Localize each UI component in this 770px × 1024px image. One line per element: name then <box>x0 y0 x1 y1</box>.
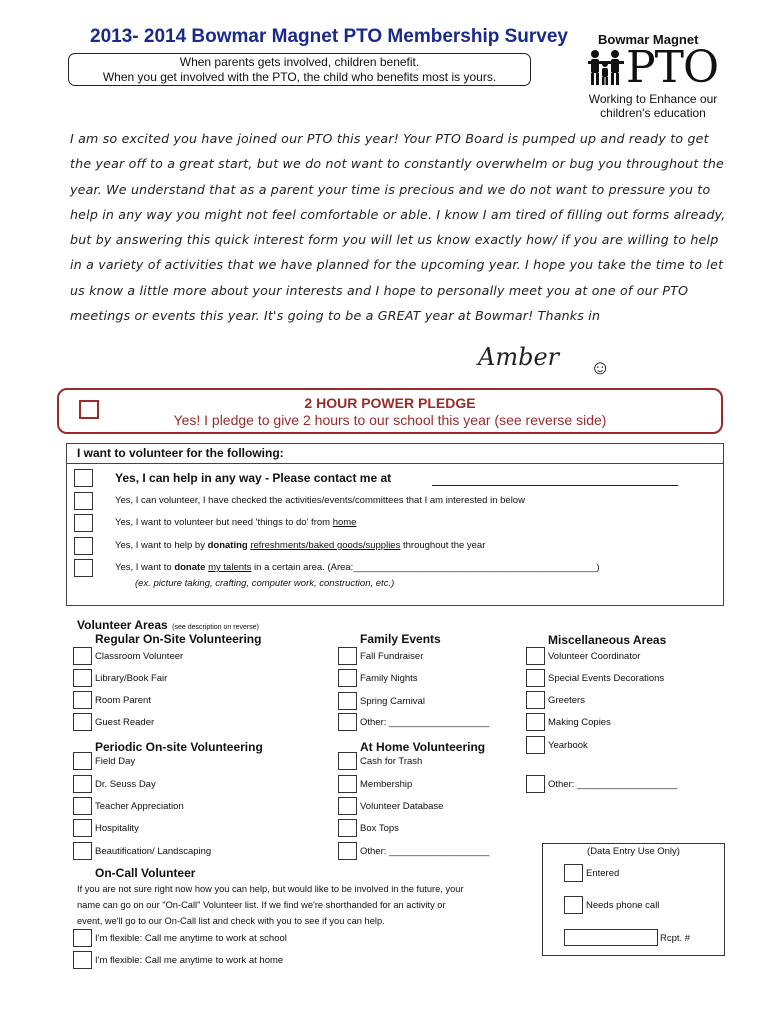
on-call-home-label: I'm flexible: Call me anytime to work at home <box>95 955 284 966</box>
smiley-icon: ☺ <box>590 357 611 379</box>
motto-line-1: When parents gets involved, children benefit. <box>179 55 420 69</box>
receipt-field[interactable] <box>564 929 658 946</box>
page-title: 2013- 2014 Bowmar Magnet PTO Membership Survey <box>90 26 568 47</box>
misc-areas-heading: Miscellaneous Areas <box>548 633 667 647</box>
area-label: Box Tops <box>360 823 399 834</box>
welcome-letter: I am so excited you have joined our PTO this year! Your PTO Board is pumped up and ready to get the year off to a great start, but we do not want to constantly overwhelm or bug you throughout the year. We understand that as a parent your time is precious and we do not want to pressure you to help in any way you might not feel comfortable or able. I know I am tired of filling out forms already, but by answering this quick interest form you will let us know exactly how/ if you are willing to help in a variety of activities that we have planned for the upcoming year. I hope you take the time to let us know a little more about your interests and I hope to personally meet you at one of our PTO meetings or events this year. It's going to be a GREAT year at Bowmar! Thanks in <box>70 131 726 324</box>
area-label: Greeters <box>548 695 585 706</box>
area-label: Volunteer Database <box>360 801 444 812</box>
volunteer-home-checkbox[interactable] <box>74 514 93 532</box>
contact-field[interactable] <box>432 485 678 486</box>
logo-school-name: Bowmar Magnet <box>598 32 699 47</box>
signature: Amber <box>478 343 560 371</box>
pto-logo <box>588 42 728 93</box>
motto-box <box>68 53 531 86</box>
area-label: Other: ___________________ <box>360 717 490 728</box>
periodic-onsite-heading: Periodic On-site Volunteering <box>95 740 263 754</box>
area-label: Other: ___________________ <box>548 779 678 790</box>
area-label: Dr. Seuss Day <box>95 779 156 790</box>
area-label: Volunteer Coordinator <box>548 651 641 662</box>
area-label: Guest Reader <box>95 717 155 728</box>
volunteer-areas-title: Volunteer Areas (see description on reverse) <box>77 618 259 632</box>
area-label: Spring Carnival <box>360 696 425 707</box>
area-label: Hospitality <box>95 823 139 834</box>
data-entry-title: (Data Entry Use Only) <box>587 846 680 857</box>
pledge-title: 2 HOUR POWER PLEDGE <box>304 395 476 411</box>
donate-talents-checkbox[interactable] <box>74 559 93 577</box>
area-checkbox[interactable] <box>338 797 357 815</box>
volunteer-home-label: Yes, I want to volunteer but need 'things to do' from home <box>115 517 357 528</box>
on-call-text-1: If you are not sure right now how you can help, but would like to be involved in the future, your <box>77 884 464 894</box>
motto-line-2: When you get involved with the PTO, the child who benefits most is yours. <box>102 70 497 84</box>
area-label: Room Parent <box>95 695 151 706</box>
on-call-school-label: I'm flexible: Call me anytime to work at school <box>95 933 287 944</box>
area-checkbox[interactable] <box>73 775 92 793</box>
area-label: Yearbook <box>548 740 588 751</box>
area-checkbox[interactable] <box>338 713 357 731</box>
area-label: Teacher Appreciation <box>95 801 184 812</box>
area-label: Library/Book Fair <box>95 673 168 684</box>
area-checkbox[interactable] <box>338 842 357 860</box>
regular-onsite-heading: Regular On-Site Volunteering <box>95 632 262 646</box>
area-label: Family Nights <box>360 673 418 684</box>
area-checkbox[interactable] <box>338 775 357 793</box>
on-call-text-3: event, we'll go to our On-Call list and check with you to see if you can help. <box>77 916 385 926</box>
area-checkbox[interactable] <box>73 797 92 815</box>
area-checkbox[interactable] <box>526 647 545 665</box>
at-home-heading: At Home Volunteering <box>360 740 486 754</box>
area-checkbox[interactable] <box>526 713 545 731</box>
area-checkbox[interactable] <box>338 692 357 710</box>
help-any-way-label: Yes, I can help in any way - Please contact me at <box>115 471 392 485</box>
receipt-label: Rcpt. # <box>660 933 691 944</box>
area-checkbox[interactable] <box>73 691 92 709</box>
area-checkbox[interactable] <box>73 669 92 687</box>
area-checkbox[interactable] <box>73 819 92 837</box>
on-call-heading: On-Call Volunteer <box>95 866 196 880</box>
area-checkbox[interactable] <box>338 819 357 837</box>
area-checkbox[interactable] <box>338 647 357 665</box>
divider <box>66 463 724 464</box>
area-checkbox[interactable] <box>526 775 545 793</box>
checked-activities-label: Yes, I can volunteer, I have checked the activities/events/committees that I am interested in below <box>115 495 525 506</box>
on-call-home-checkbox[interactable] <box>73 951 92 969</box>
area-checkbox[interactable] <box>73 842 92 860</box>
donate-talents-label: Yes, I want to donate my talents in a certain area. (Area:______________________________________________) <box>115 562 600 573</box>
area-label: Other: ___________________ <box>360 846 490 857</box>
area-label: Cash for Trash <box>360 756 423 767</box>
area-checkbox[interactable] <box>73 647 92 665</box>
area-label: Field Day <box>95 756 136 767</box>
area-checkbox[interactable] <box>73 713 92 731</box>
checked-activities-checkbox[interactable] <box>74 492 93 510</box>
entered-checkbox[interactable] <box>564 864 583 882</box>
area-label: Classroom Volunteer <box>95 651 184 662</box>
area-checkbox[interactable] <box>73 752 92 770</box>
donate-goods-checkbox[interactable] <box>74 537 93 555</box>
logo-tagline: Working to Enhance our children's education <box>588 92 718 120</box>
volunteer-heading: I want to volunteer for the following: <box>77 446 284 460</box>
area-label: Membership <box>360 779 413 790</box>
area-checkbox[interactable] <box>338 669 357 687</box>
area-label: Fall Fundraiser <box>360 651 424 662</box>
pledge-text: Yes! I pledge to give 2 hours to our school this year (see reverse side) <box>173 412 607 428</box>
phone-call-label: Needs phone call <box>586 900 660 911</box>
donate-goods-label: Yes, I want to help by donating refreshments/baked goods/supplies throughout the year <box>115 540 486 551</box>
area-label: Beautification/ Landscaping <box>95 846 212 857</box>
talents-example: (ex. picture taking, crafting, computer work, construction, etc.) <box>135 578 395 589</box>
help-any-way-checkbox[interactable] <box>74 469 93 487</box>
area-label: Special Events Decorations <box>548 673 665 684</box>
on-call-school-checkbox[interactable] <box>73 929 92 947</box>
on-call-text-2: name can go on our "On-Call" Volunteer list. If we find we're shorthanded for an activity or <box>77 900 446 910</box>
area-checkbox[interactable] <box>526 691 545 709</box>
area-checkbox[interactable] <box>338 752 357 770</box>
entered-label: Entered <box>586 868 620 879</box>
area-label: Making Copies <box>548 717 611 728</box>
phone-call-checkbox[interactable] <box>564 896 583 914</box>
family-events-heading: Family Events <box>360 632 441 646</box>
logo-word: PTO <box>626 42 719 93</box>
area-checkbox[interactable] <box>526 736 545 754</box>
area-checkbox[interactable] <box>526 669 545 687</box>
